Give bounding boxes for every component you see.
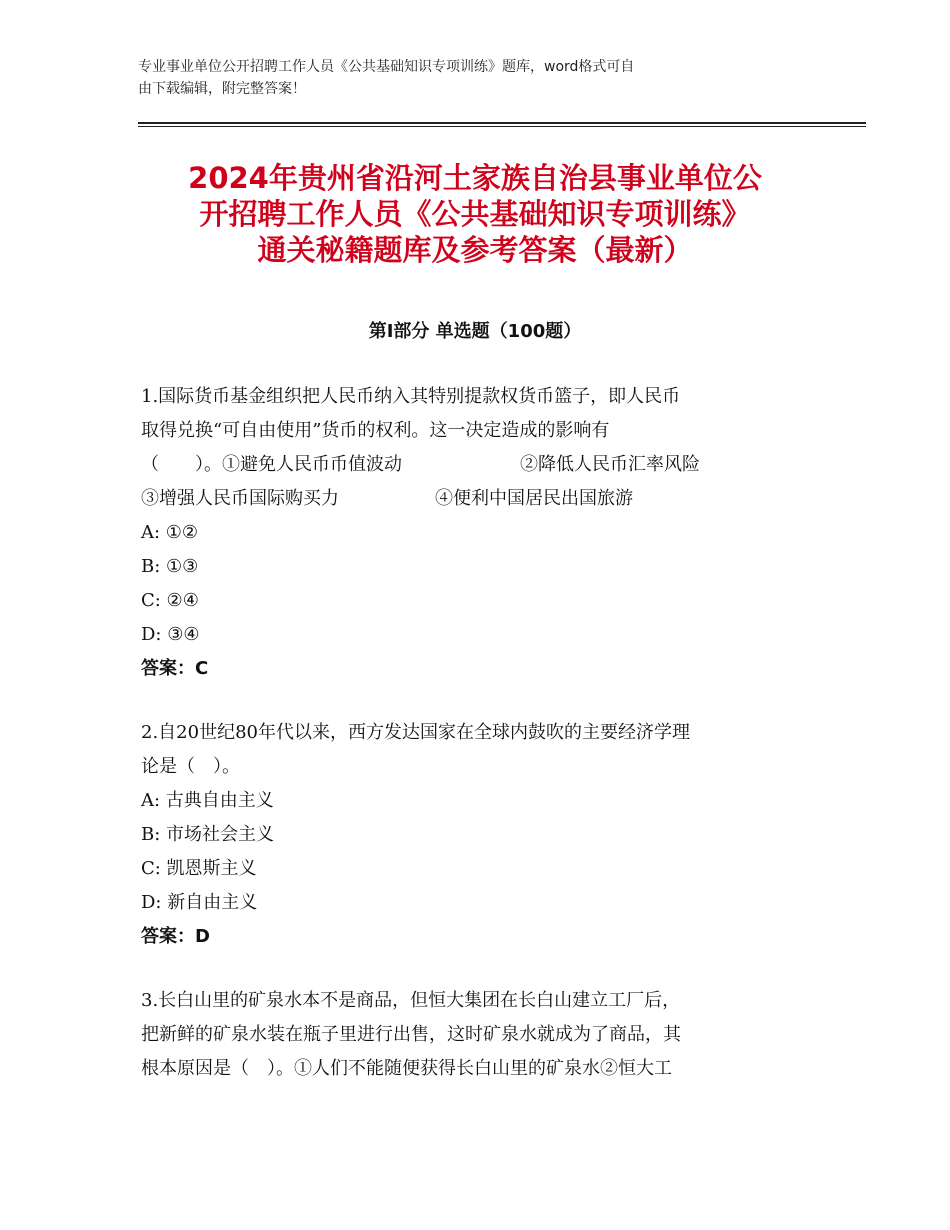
- question-1-line-3a: （ ）。①避免人民币币值波动: [141, 454, 402, 475]
- question-2-line-1: 2.自20世纪80年代以来，西方发达国家在全球内鼓吹的主要经济学理: [141, 722, 690, 743]
- question-1-line-3b: ②降低人民币汇率风险: [520, 454, 700, 475]
- question-1-option-c: C: ②④: [141, 590, 199, 611]
- question-3: [141, 984, 821, 1086]
- title-line-1: 2024年贵州省沿河土家族自治县事业单位公: [188, 161, 762, 195]
- question-2-option-b: B: 市场社会主义: [141, 824, 275, 845]
- question-1-line-4b: ④便利中国居民出国旅游: [435, 488, 633, 509]
- question-3-line-2: 把新鲜的矿泉水装在瓶子里进行出售，这时矿泉水就成为了商品，其: [141, 1024, 681, 1045]
- question-2-option-c: C: 凯恩斯主义: [141, 858, 257, 879]
- question-1-line-4a: ③增强人民币国际购买力: [141, 488, 339, 509]
- question-2-answer: 答案：D: [141, 926, 210, 947]
- question-3-line-1: 3.长白山里的矿泉水本不是商品，但恒大集团在长白山建立工厂后，: [141, 990, 681, 1011]
- question-1-option-b: B: ①③: [141, 556, 199, 577]
- question-1-line-4: [141, 482, 821, 516]
- question-1-answer: 答案：C: [141, 658, 209, 679]
- question-3-line-3: 根本原因是（ ）。①人们不能随便获得长白山里的矿泉水②恒大工: [141, 1058, 672, 1079]
- question-1-option-a: A: ①②: [141, 522, 199, 543]
- section-heading: 第Ⅰ部分 单选题（100题）: [368, 321, 582, 342]
- question-1-line-1: 1.国际货币基金组织把人民币纳入其特别提款权货币篮子，即人民币: [141, 386, 681, 407]
- header-divider-thin: [138, 126, 866, 127]
- question-1-line-2: 取得兑换“可自由使用”货币的权利。这一决定造成的影响有: [141, 420, 610, 441]
- question-2: [141, 716, 821, 954]
- question-list: [141, 380, 821, 1116]
- title-line-3: 通关秘籍题库及参考答案（最新）: [257, 233, 693, 267]
- question-2-option-d: D: 新自由主义: [141, 892, 258, 913]
- question-2-option-a: A: 古典自由主义: [141, 790, 274, 811]
- header-note-line-2: 由下载编辑，附完整答案！: [138, 81, 306, 97]
- question-2-line-2: 论是（ ）。: [141, 756, 240, 777]
- title-line-2: 开招聘工作人员《公共基础知识专项训练》: [199, 197, 751, 231]
- question-1-option-d: D: ③④: [141, 624, 200, 645]
- document-title: [100, 160, 850, 268]
- header-note-line-1: 专业事业单位公开招聘工作人员《公共基础知识专项训练》题库，word格式可自: [138, 59, 635, 75]
- header-divider-thick: [138, 122, 866, 124]
- question-1-line-3: [141, 448, 821, 482]
- header-note: [138, 56, 818, 100]
- question-1: [141, 380, 821, 686]
